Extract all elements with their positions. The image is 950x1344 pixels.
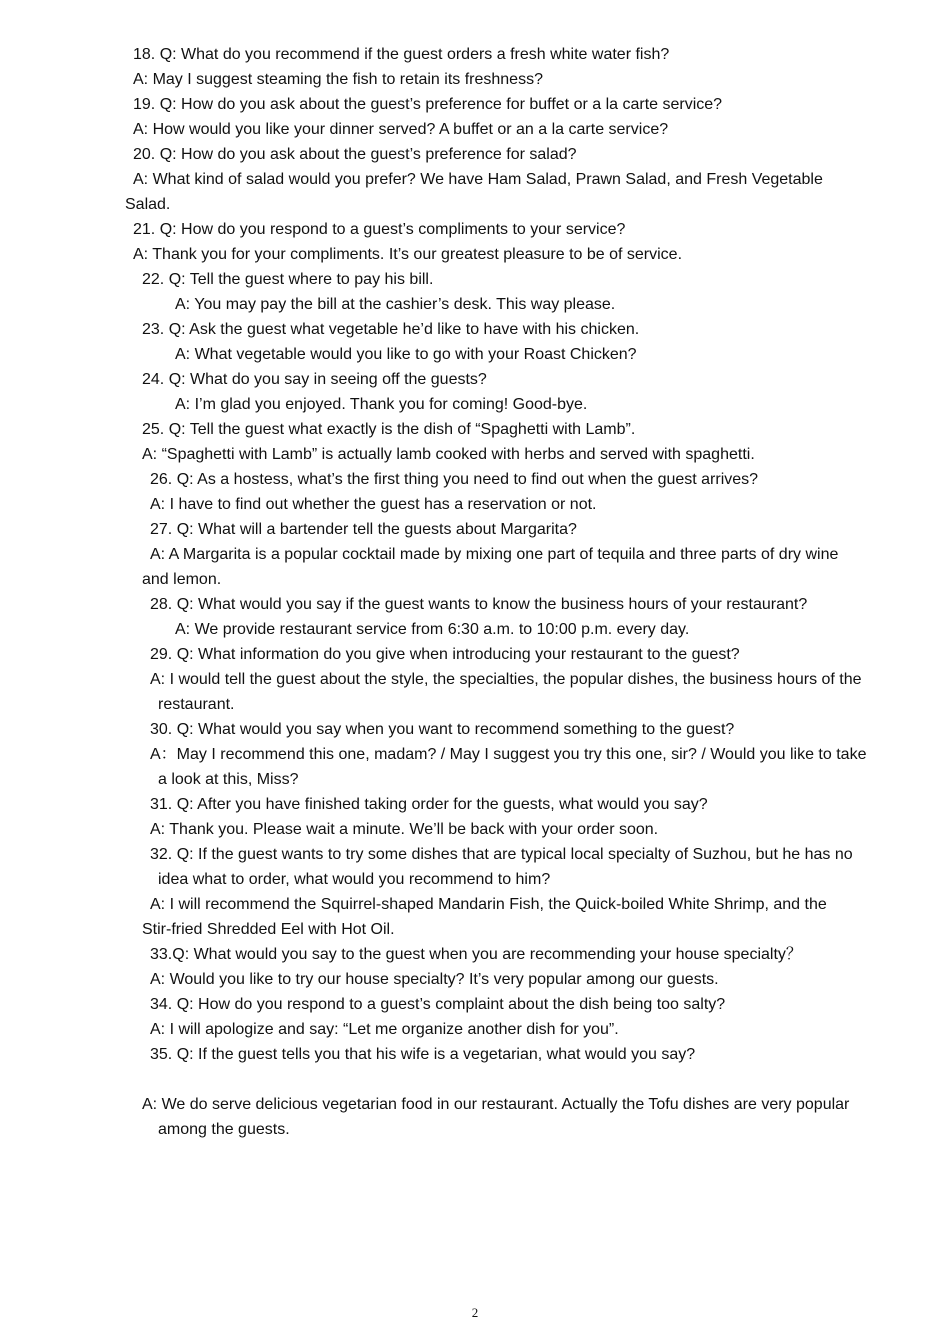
answer-21: A: Thank you for your compliments. It’s our greatest pleasure to be of service.	[133, 246, 683, 263]
question-22: 22. Q: Tell the guest where to pay his bill.	[142, 271, 434, 288]
answer-18: A: May I suggest steaming the fish to retain its freshness?	[133, 71, 543, 88]
answer-25: A: “Spaghetti with Lamb” is actually lamb cooked with herbs and served with spaghetti.	[142, 446, 755, 463]
question-18: 18. Q: What do you recommend if the guest orders a fresh white water fish?	[133, 46, 670, 63]
answer-23: A: What vegetable would you like to go with your Roast Chicken?	[175, 346, 637, 363]
answer-30: A：May I recommend this one, madam? / May I suggest you try this one, sir? / Would you like to take	[150, 746, 867, 763]
question-35: 35. Q: If the guest tells you that his wife is a vegetarian, what would you say?	[150, 1046, 696, 1063]
question-32: 32. Q: If the guest wants to try some dishes that are typical local specialty of Suzhou, but he has no	[150, 846, 853, 863]
answer-31: A: Thank you. Please wait a minute. We’ll be back with your order soon.	[150, 821, 659, 838]
answer-26: A: I have to find out whether the guest has a reservation or not.	[150, 496, 597, 513]
answer-29: A: I would tell the guest about the style, the specialties, the popular dishes, the business hours of the	[150, 671, 862, 688]
answer-28: A: We provide restaurant service from 6:30 a.m. to 10:00 p.m. every day.	[175, 621, 690, 638]
answer-35: A: We do serve delicious vegetarian food in our restaurant. Actually the Tofu dishes are very popular	[142, 1096, 850, 1113]
answer-27: A: A Margarita is a popular cocktail made by mixing one part of tequila and three parts of dry wine	[150, 546, 839, 563]
question-27: 27. Q: What will a bartender tell the guests about Margarita?	[150, 521, 577, 538]
answer-34: A: I will apologize and say: “Let me organize another dish for you”.	[150, 1021, 619, 1038]
question-21: 21. Q: How do you respond to a guest’s compliments to your service?	[133, 221, 626, 238]
question-28: 28. Q: What would you say if the guest wants to know the business hours of your restaurant?	[150, 596, 808, 613]
answer-20-continued: Salad.	[125, 196, 171, 213]
question-20: 20. Q: How do you ask about the guest’s preference for salad?	[133, 146, 577, 163]
answer-24: A: I’m glad you enjoyed. Thank you for coming! Good-bye.	[175, 396, 588, 413]
question-29: 29. Q: What information do you give when introducing your restaurant to the guest?	[150, 646, 740, 663]
answer-33: A: Would you like to try our house specialty? It’s very popular among our guests.	[150, 971, 719, 988]
question-19: 19. Q: How do you ask about the guest’s preference for buffet or a la carte service?	[133, 96, 723, 113]
question-30: 30. Q: What would you say when you want to recommend something to the guest?	[150, 721, 735, 738]
answer-20: A: What kind of salad would you prefer? We have Ham Salad, Prawn Salad, and Fresh Vegetable	[133, 171, 823, 188]
question-24: 24. Q: What do you say in seeing off the guests?	[142, 371, 487, 388]
page-number: 2	[471, 1305, 479, 1320]
answer-35-continued: among the guests.	[158, 1121, 290, 1138]
question-23: 23. Q: Ask the guest what vegetable he’d like to have with his chicken.	[142, 321, 640, 338]
question-25: 25. Q: Tell the guest what exactly is the dish of “Spaghetti with Lamb”.	[142, 421, 636, 438]
question-32-continued: idea what to order, what would you recommend to him?	[158, 871, 551, 888]
answer-22: A: You may pay the bill at the cashier’s desk. This way please.	[175, 296, 616, 313]
question-26: 26. Q: As a hostess, what’s the first thing you need to find out when the guest arrives?	[150, 471, 759, 488]
answer-29-continued: restaurant.	[158, 696, 235, 713]
answer-32-continued: Stir-fried Shredded Eel with Hot Oil.	[142, 921, 395, 938]
answer-27-continued: and lemon.	[142, 571, 222, 588]
answer-30-continued: a look at this, Miss?	[158, 771, 299, 788]
question-34: 34. Q: How do you respond to a guest’s complaint about the dish being too salty?	[150, 996, 726, 1013]
answer-32: A: I will recommend the Squirrel-shaped Mandarin Fish, the Quick-boiled White Shrimp, and the	[150, 896, 827, 913]
answer-19: A: How would you like your dinner served? A buffet or an a la carte service?	[133, 121, 669, 138]
question-33: 33.Q: What would you say to the guest when you are recommending your house specialty？	[150, 946, 802, 963]
question-31: 31. Q: After you have finished taking order for the guests, what would you say?	[150, 796, 708, 813]
